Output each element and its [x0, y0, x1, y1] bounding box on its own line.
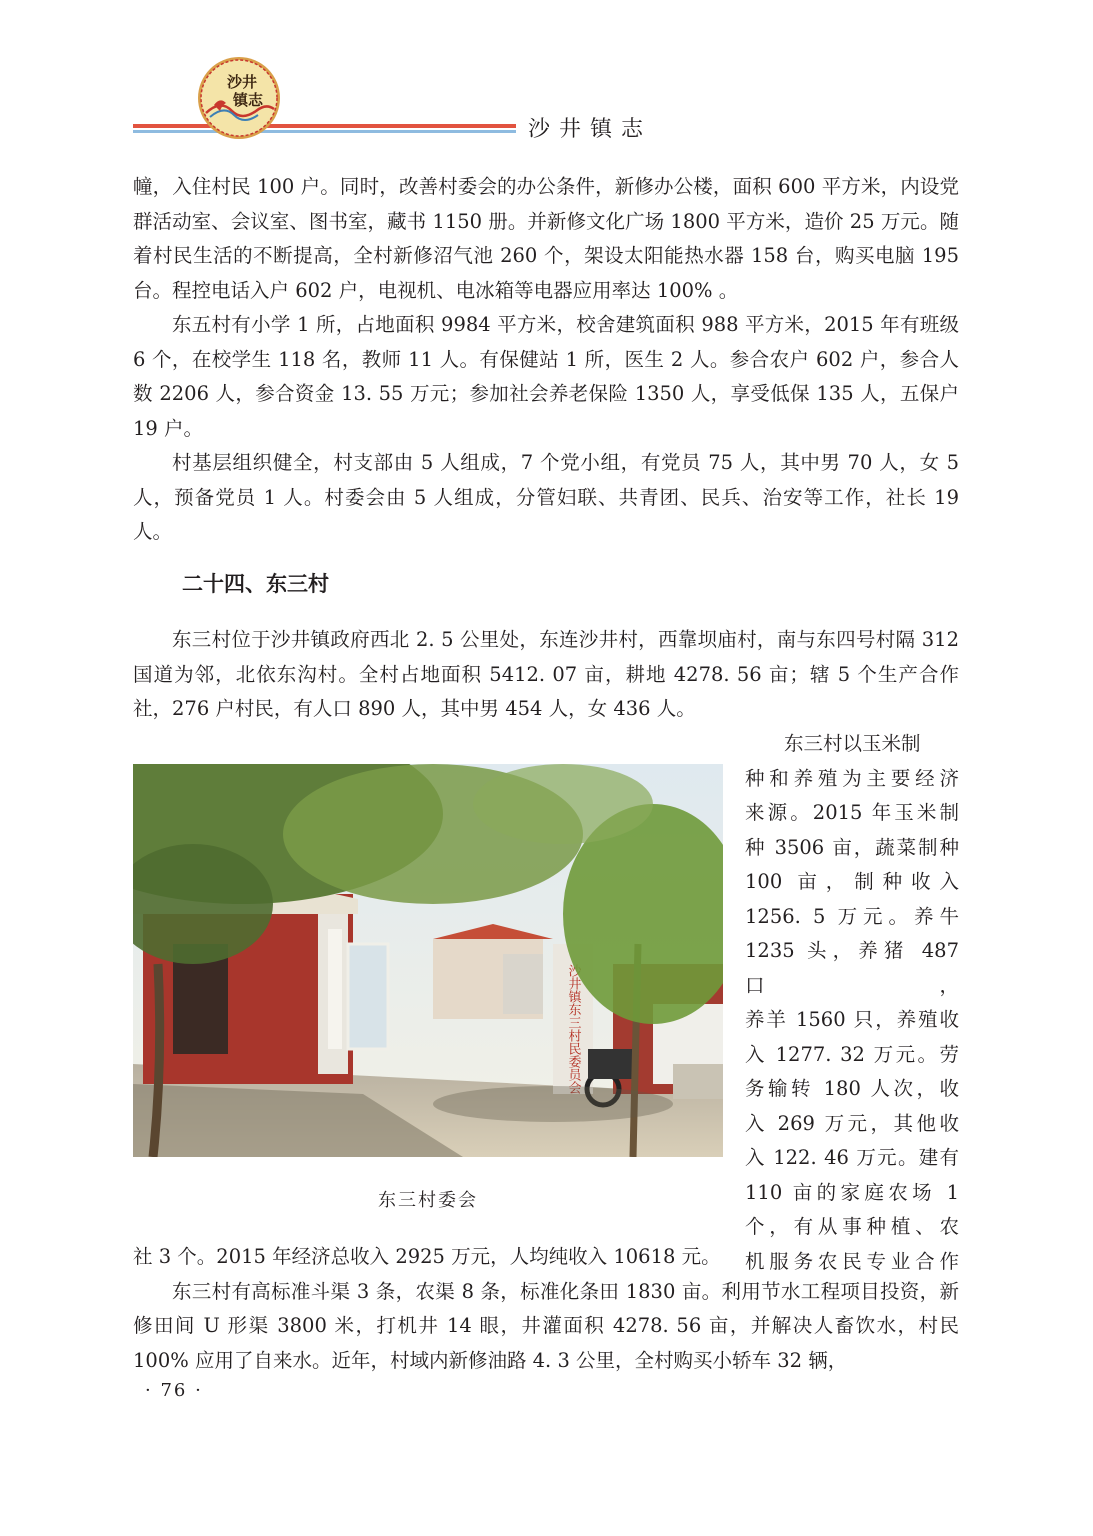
paragraph: 东五村有小学 1 所，占地面积 9984 平方米，校舍建筑面积 988 平方米，2015 年有班级 6 个，在校学生 118 名，教师 11 人。有保健站 1 所，医生 2 人。参合农户 602 户，参合人数 2206 人，参合资金 13. 55 万元；参加社会养老保险 1350 人，享受低保 135 人，五保户 19 户。: [133, 313, 959, 440]
paragraph: 村基层组织健全，村支部由 5 人组成，7 个党小组，有党员 75 人，其中男 70 人，女 5 人，预备党员 1 人。村委会由 5 人组成，分管妇联、共青团、民兵、治安等工作，社长 19 人。: [133, 451, 959, 543]
paragraph: 幢，入住村民 100 户。同时，改善村委会的办公条件，新修办公楼，面积 600 平方米，内设党群活动室、会议室、图书室，藏书 1150 册。并新修文化广场 1800 平方米，造价 25 万元。随着村民生活的不断提高，全村新修沼气池 260 个，架设太阳能热水器 158 台，购买电脑 195 台。程控电话入户 602 户，电视机、电冰箱等电器应用率达 100% 。: [133, 175, 959, 302]
paragraph: 社 3 个。2015 年经济总收入 2925 万元，人均纯收入 10618 元。: [133, 1245, 721, 1268]
book-seal-logo: [196, 55, 282, 141]
side-column-text: [745, 727, 959, 1279]
side-line: 入 269 万元，其他收: [745, 1111, 959, 1135]
svg-text:沙井: 沙井: [226, 73, 258, 91]
side-line: 100 亩，制种收入: [745, 870, 959, 893]
svg-text:镇志: 镇志: [232, 91, 264, 109]
side-line: 110 亩的家庭农场 1: [745, 1180, 959, 1204]
side-line: 务输转 180 人次，收: [745, 1077, 959, 1100]
section-heading: 二十四、东三村: [182, 572, 329, 596]
page-number: · 76 ·: [145, 1380, 203, 1401]
running-title: 沙井镇志: [528, 117, 653, 142]
side-line: 机服务农民专业合作: [745, 1249, 959, 1273]
side-line: 入 1277. 32 万元。劳: [745, 1042, 959, 1066]
seal-emblem-icon: [196, 55, 282, 141]
text-block-2: [133, 623, 959, 727]
paragraph: 东三村位于沙井镇政府西北 2. 5 公里处，东连沙井村，西靠坝庙村，南与东四号村隔 312 国道为邻，北依东沟村。全村占地面积 5412. 07 亩，耕地 4278. 56 亩；辖 5 个生产合作社，276 户村民，有人口 890 人，其中男 454 人，女 436 人。: [133, 628, 959, 720]
side-line: 种 3506 亩，蔬菜制种: [745, 835, 959, 859]
village-committee-photo: [133, 764, 723, 1157]
side-line: 种和养殖为主要经济: [745, 766, 959, 790]
header-rule-red: [133, 124, 516, 128]
text-block-1: [133, 170, 959, 550]
side-line: 养羊 1560 只，养殖收: [745, 1008, 959, 1031]
photo-caption: 东三村委会: [378, 1190, 478, 1211]
gate-sign-text: 沙井镇东三村民委员会: [565, 964, 581, 1094]
side-line: 1256. 5 万元。养牛: [745, 904, 959, 928]
side-line: 入 122. 46 万元。建有: [745, 1146, 959, 1169]
text-block-3: [133, 1240, 959, 1378]
side-line: 个，有从事种植、农: [745, 1215, 959, 1238]
side-line: 东三村以玉米制: [784, 732, 921, 755]
photo-illustration: [133, 764, 723, 1157]
header-rule-blue: [133, 130, 516, 133]
page-header: [0, 0, 1093, 150]
side-line: 来源。2015 年玉米制: [745, 801, 959, 824]
paragraph: 东三村有高标准斗渠 3 条，农渠 8 条，标准化条田 1830 亩。利用节水工程项目投资，新修田间 U 形渠 3800 米，打机井 14 眼，井灌面积 4278. 56 亩，并解决人畜饮水，村民 100% 应用了自来水。近年，村域内新修油路 4. 3 公里，全村购买小轿车 32 辆，: [133, 1279, 959, 1372]
side-line: 1235 头，养猪 487 口，: [745, 939, 959, 997]
